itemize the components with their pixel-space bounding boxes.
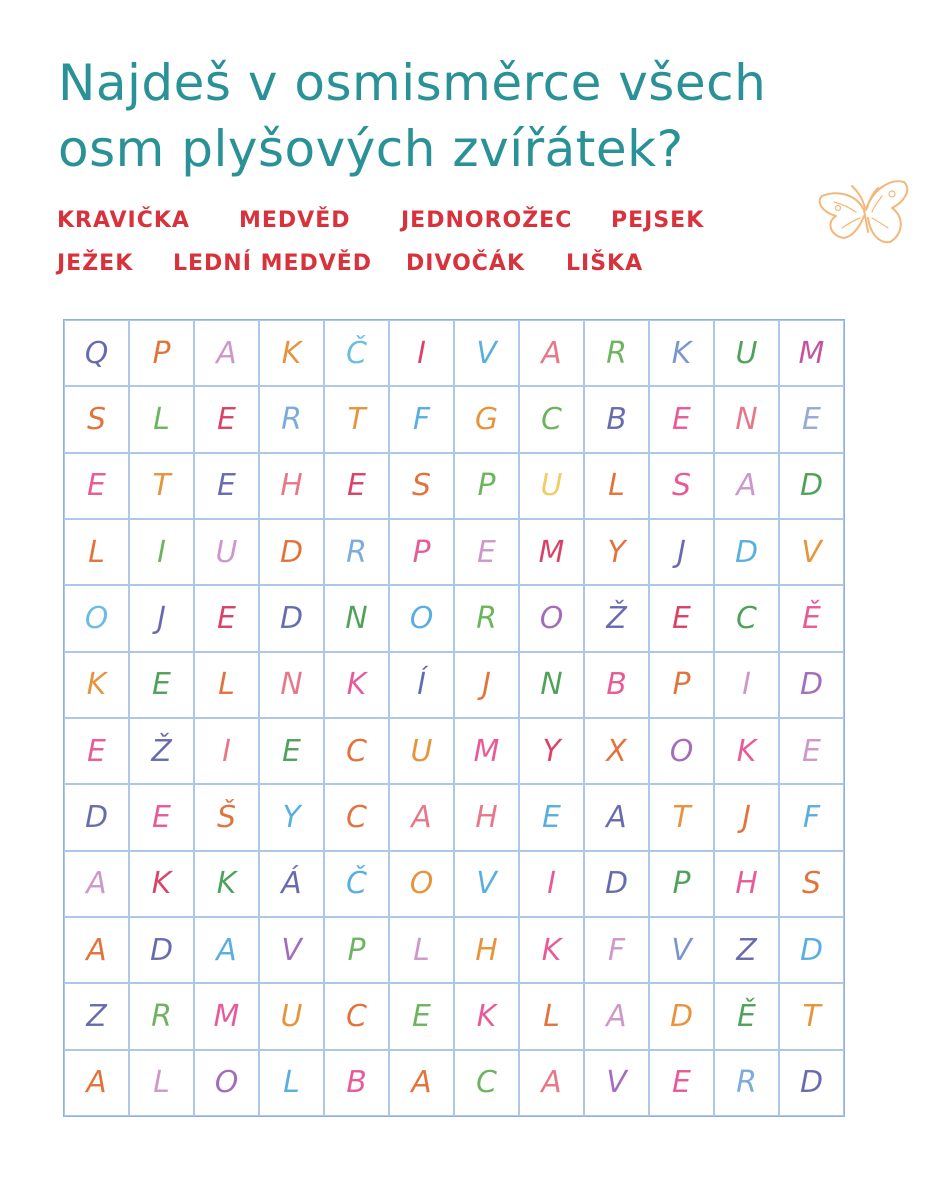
grid-cell[interactable]: Ě (779, 585, 844, 651)
grid-cell[interactable]: D (584, 851, 649, 917)
grid-cell[interactable]: S (649, 453, 714, 519)
grid-cell[interactable]: C (714, 585, 779, 651)
grid-cell[interactable]: V (454, 851, 519, 917)
grid-cell[interactable]: Č (324, 320, 389, 386)
grid-cell[interactable]: S (389, 453, 454, 519)
grid-cell[interactable]: E (259, 718, 324, 784)
grid-cell[interactable]: H (714, 851, 779, 917)
grid-cell[interactable]: C (324, 983, 389, 1049)
grid-cell[interactable]: L (519, 983, 584, 1049)
grid-cell[interactable]: Š (194, 784, 259, 850)
grid-cell[interactable]: T (129, 453, 194, 519)
grid-cell[interactable]: A (584, 983, 649, 1049)
grid-cell[interactable]: E (649, 1050, 714, 1116)
word-item: DIVOČÁK (406, 251, 526, 276)
grid-cell[interactable]: F (779, 784, 844, 850)
grid-cell[interactable]: J (454, 652, 519, 718)
grid-cell[interactable]: C (454, 1050, 519, 1116)
grid-cell[interactable]: E (454, 519, 519, 585)
grid-cell[interactable]: O (64, 585, 129, 651)
grid-cell[interactable]: A (714, 453, 779, 519)
grid-cell[interactable]: V (584, 1050, 649, 1116)
grid-cell[interactable]: N (324, 585, 389, 651)
grid-cell[interactable]: A (64, 917, 129, 983)
grid-cell[interactable]: U (194, 519, 259, 585)
grid-cell[interactable]: K (129, 851, 194, 917)
grid-cell[interactable]: N (259, 652, 324, 718)
grid-cell[interactable]: C (519, 386, 584, 452)
grid-cell[interactable]: K (519, 917, 584, 983)
grid-cell[interactable]: U (519, 453, 584, 519)
grid-cell[interactable]: A (194, 320, 259, 386)
grid-cell[interactable]: L (129, 1050, 194, 1116)
grid-cell[interactable]: O (649, 718, 714, 784)
grid-cell[interactable]: J (714, 784, 779, 850)
grid-cell[interactable]: Á (259, 851, 324, 917)
grid-cell[interactable]: D (64, 784, 129, 850)
grid-cell[interactable]: B (324, 1050, 389, 1116)
grid-cell[interactable]: D (779, 652, 844, 718)
grid-cell[interactable]: Č (324, 851, 389, 917)
grid-cell[interactable]: L (194, 652, 259, 718)
grid-cell[interactable]: C (324, 718, 389, 784)
grid-cell[interactable]: I (129, 519, 194, 585)
word-item: LEDNÍ MEDVĚD (173, 251, 373, 276)
word-item: KRAVIČKA (57, 208, 190, 233)
grid-cell[interactable]: P (649, 652, 714, 718)
grid-cell[interactable]: D (259, 585, 324, 651)
grid-cell[interactable]: I (519, 851, 584, 917)
grid-cell[interactable]: K (714, 718, 779, 784)
grid-cell[interactable]: R (129, 983, 194, 1049)
grid-cell[interactable]: L (584, 453, 649, 519)
grid-cell[interactable]: Z (64, 983, 129, 1049)
grid-cell[interactable]: T (649, 784, 714, 850)
grid-cell[interactable]: R (714, 1050, 779, 1116)
grid-cell[interactable]: H (259, 453, 324, 519)
grid-cell[interactable]: O (194, 1050, 259, 1116)
grid-cell[interactable]: K (324, 652, 389, 718)
grid-cell[interactable]: H (454, 917, 519, 983)
grid-cell[interactable]: X (584, 718, 649, 784)
grid-cell[interactable]: L (259, 1050, 324, 1116)
butterfly-icon (812, 172, 912, 252)
word-item: MEDVĚD (239, 208, 351, 233)
grid-cell[interactable]: M (454, 718, 519, 784)
grid-cell[interactable]: I (389, 320, 454, 386)
grid-cell[interactable]: O (389, 585, 454, 651)
grid-cell[interactable]: Q (64, 320, 129, 386)
grid-cell[interactable]: Ě (714, 983, 779, 1049)
grid-cell[interactable]: R (259, 386, 324, 452)
grid-cell[interactable]: M (194, 983, 259, 1049)
grid-cell[interactable]: D (649, 983, 714, 1049)
grid-cell[interactable]: K (259, 320, 324, 386)
grid-cell[interactable]: U (714, 320, 779, 386)
grid-cell[interactable]: E (779, 718, 844, 784)
grid-cell[interactable]: Ž (129, 718, 194, 784)
grid-cell[interactable]: E (194, 453, 259, 519)
grid-cell[interactable]: E (649, 585, 714, 651)
grid-cell[interactable]: M (519, 519, 584, 585)
grid-cell[interactable]: H (454, 784, 519, 850)
grid-cell[interactable]: J (129, 585, 194, 651)
grid-cell[interactable]: Y (519, 718, 584, 784)
grid-cell[interactable]: V (259, 917, 324, 983)
grid-cell[interactable]: N (714, 386, 779, 452)
grid-cell[interactable]: A (584, 784, 649, 850)
grid-cell[interactable]: R (584, 320, 649, 386)
grid-cell[interactable]: D (779, 1050, 844, 1116)
word-search-grid (63, 319, 845, 1117)
grid-cell[interactable]: V (454, 320, 519, 386)
grid-cell[interactable]: S (64, 386, 129, 452)
grid-cell[interactable]: L (129, 386, 194, 452)
grid-cell[interactable]: B (584, 652, 649, 718)
grid-cell[interactable]: O (519, 585, 584, 651)
grid-cell[interactable]: F (584, 917, 649, 983)
grid-cell[interactable]: I (194, 718, 259, 784)
word-item: LIŠKA (566, 251, 644, 276)
grid-cell[interactable]: D (714, 519, 779, 585)
grid-cell[interactable]: E (519, 784, 584, 850)
grid-cell[interactable]: P (649, 851, 714, 917)
grid-cell[interactable]: E (129, 784, 194, 850)
title-line-2: osm plyšových zvířátek? (58, 120, 684, 178)
grid-cell[interactable]: N (519, 652, 584, 718)
grid-cell[interactable]: K (649, 320, 714, 386)
grid-cell[interactable]: K (454, 983, 519, 1049)
grid-cell[interactable]: A (519, 320, 584, 386)
grid-cell[interactable]: E (129, 652, 194, 718)
grid-cell[interactable]: L (389, 917, 454, 983)
grid-cell[interactable]: M (779, 320, 844, 386)
title-line-1: Najdeš v osmisměrce všech (58, 54, 767, 112)
word-item: JEDNOROŽEC (401, 208, 573, 233)
puzzle-title (58, 50, 818, 182)
grid-cell[interactable]: A (519, 1050, 584, 1116)
grid-cell[interactable]: P (389, 519, 454, 585)
grid-cell[interactable]: E (64, 718, 129, 784)
grid-cell[interactable]: U (259, 983, 324, 1049)
grid-cell[interactable]: Y (584, 519, 649, 585)
grid-cell[interactable]: A (194, 917, 259, 983)
grid-cell[interactable]: P (129, 320, 194, 386)
grid-cell[interactable]: Ž (584, 585, 649, 651)
grid-cell[interactable]: E (64, 453, 129, 519)
grid-cell[interactable]: E (389, 983, 454, 1049)
grid-cell[interactable]: D (259, 519, 324, 585)
grid-cell[interactable]: E (649, 386, 714, 452)
grid-cell[interactable]: A (389, 784, 454, 850)
grid-cell[interactable]: J (649, 519, 714, 585)
grid-cell[interactable]: E (324, 453, 389, 519)
grid-cell[interactable]: Y (259, 784, 324, 850)
grid-cell[interactable]: R (324, 519, 389, 585)
grid-cell[interactable]: T (779, 983, 844, 1049)
word-item: PEJSEK (611, 208, 705, 233)
grid-cell[interactable]: Z (714, 917, 779, 983)
grid-cell[interactable]: A (389, 1050, 454, 1116)
grid-cell[interactable]: I (714, 652, 779, 718)
grid-cell[interactable]: P (324, 917, 389, 983)
grid-cell[interactable]: S (779, 851, 844, 917)
grid-cell[interactable]: E (194, 386, 259, 452)
grid-cell[interactable]: E (194, 585, 259, 651)
grid-cell[interactable]: V (649, 917, 714, 983)
grid-cell[interactable]: P (454, 453, 519, 519)
grid-cell[interactable]: A (64, 1050, 129, 1116)
grid-cell[interactable]: O (389, 851, 454, 917)
grid-cell[interactable]: D (779, 453, 844, 519)
grid-cell[interactable]: T (324, 386, 389, 452)
grid-cell[interactable]: K (64, 652, 129, 718)
grid-cell[interactable]: E (779, 386, 844, 452)
grid-cell[interactable]: A (64, 851, 129, 917)
grid-cell[interactable]: C (324, 784, 389, 850)
grid-cell[interactable]: U (389, 718, 454, 784)
grid-cell[interactable]: G (454, 386, 519, 452)
grid-cell[interactable]: F (389, 386, 454, 452)
word-item: JEŽEK (57, 251, 134, 276)
grid-cell[interactable]: R (454, 585, 519, 651)
grid-cell[interactable]: D (129, 917, 194, 983)
grid-cell[interactable]: K (194, 851, 259, 917)
grid-cell[interactable]: L (64, 519, 129, 585)
grid-cell[interactable]: B (584, 386, 649, 452)
grid-cell[interactable]: V (779, 519, 844, 585)
grid-cell[interactable]: D (779, 917, 844, 983)
grid-cell[interactable]: Í (389, 652, 454, 718)
